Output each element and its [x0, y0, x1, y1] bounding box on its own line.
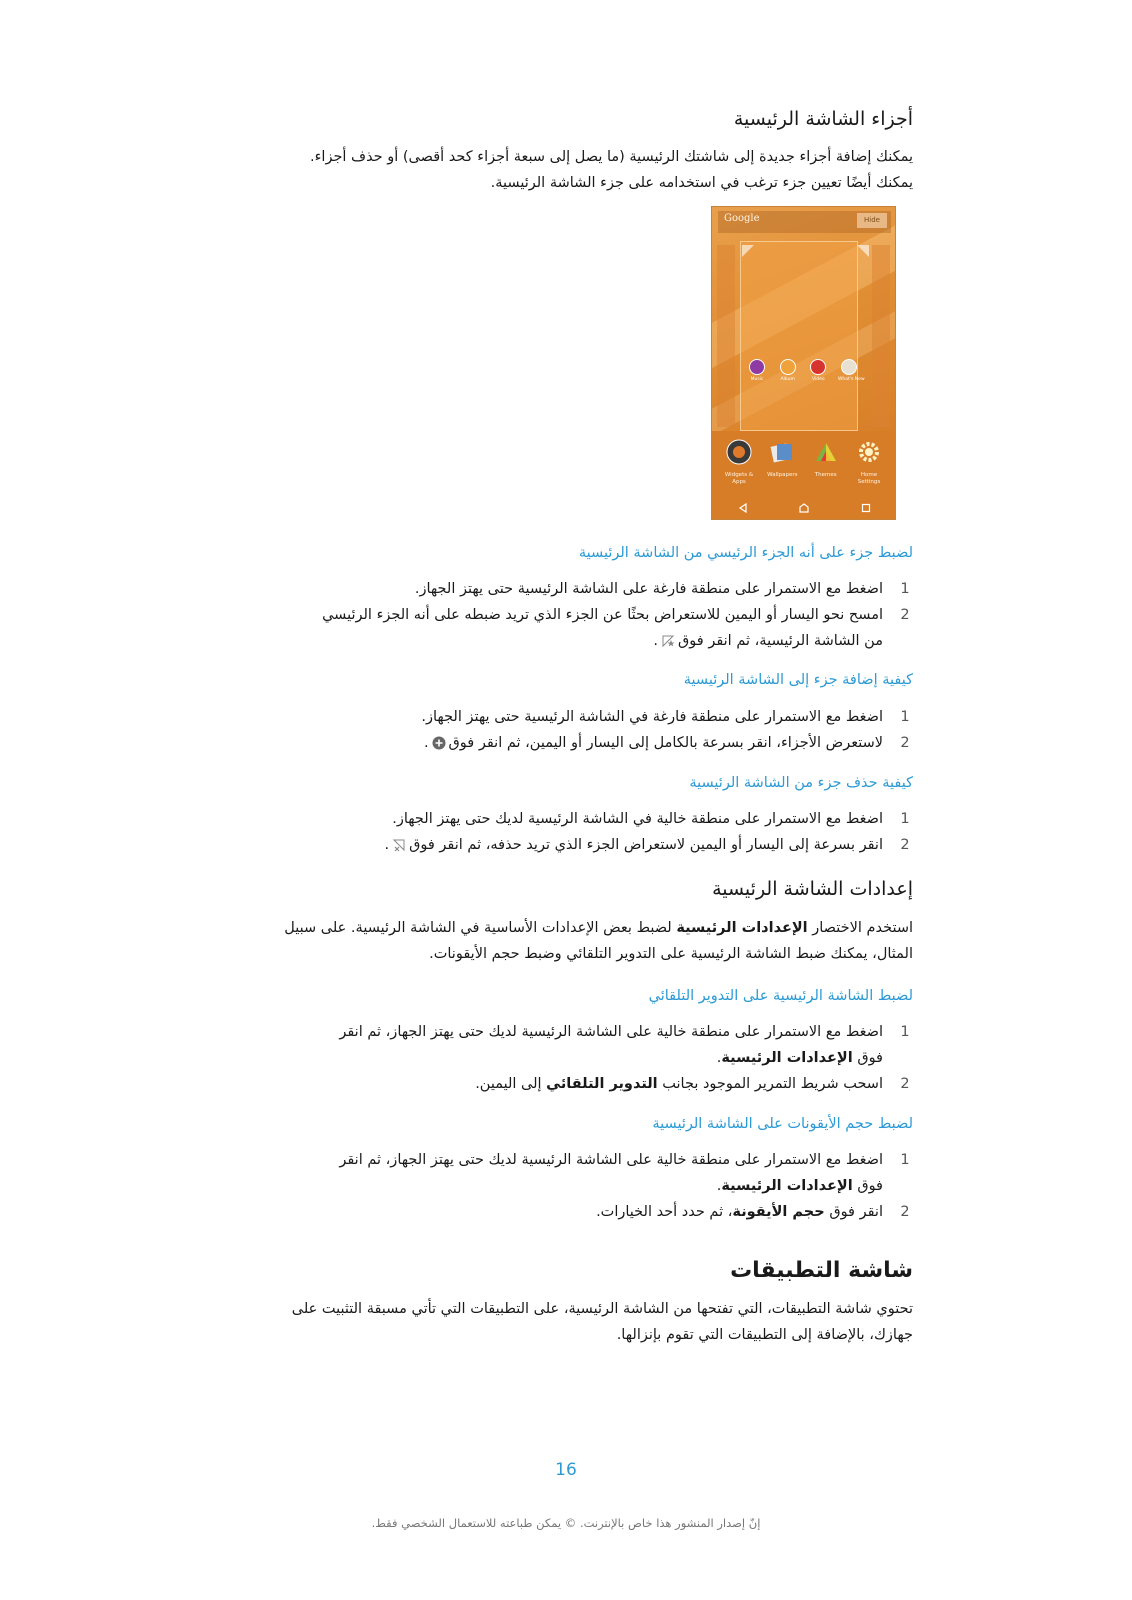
section-title-home-settings: إعدادات الشاشة الرئيسية	[712, 878, 913, 900]
delete-pane-icon	[856, 244, 870, 258]
subsection-title-auto-rotate: لضبط الشاشة الرئيسية على التدوير التلقائي	[648, 988, 913, 1004]
panes-intro-line-1: يمكنك إضافة أجزاء جديدة إلى شاشتك الرئيسية (ما يصل إلى سبعة أجزاء كحد أقصى) أو حذف أجزاء.	[309, 149, 913, 165]
subsection-title-icon-size: لضبط حجم الأيقونات على الشاشة الرئيسية	[652, 1116, 913, 1132]
panes-intro-line-2: يمكنك أيضًا تعيين جزء ترغب في استخدامه على جزء الشاشة الرئيسية.	[490, 175, 913, 191]
video-app: Video	[807, 359, 829, 382]
home-settings-tool: Home Settings	[848, 439, 890, 486]
subsection-title-add-pane: كيفية إضافة جزء إلى الشاشة الرئيسية	[683, 672, 913, 688]
edit-tools	[718, 439, 890, 486]
back-icon	[738, 503, 748, 513]
pane-left	[717, 245, 735, 427]
widgets-apps-tool: Widgets & Apps	[718, 439, 760, 486]
subsection-title-delete-pane: كيفية حذف جزء من الشاشة الرئيسية	[689, 775, 913, 791]
section-title-apps-screen: شاشة التطبيقات	[730, 1258, 913, 1283]
app-row	[746, 359, 865, 382]
apps-intro: تحتوي شاشة التطبيقات، التي تفتحها من الشاشة الرئيسية، على التطبيقات التي تأتي مسبقة التثبيت على جهازك، بالإضافة إلى التطبيقات التي تقوم بإنزالها.	[291, 1301, 913, 1343]
delete-pane-icon	[392, 838, 406, 852]
settings-intro: استخدم الاختصار الإعدادات الرئيسية لضبط بعض الإعدادات الأساسية في الشاشة الرئيسية. على سبيل المثال، يمكنك ضبط الشاشة الرئيسية على التدوير التلقائي وضبط حجم الأيقونات.	[284, 920, 913, 962]
google-label: Google	[724, 213, 760, 224]
music-app: Music	[746, 359, 768, 382]
star-pane-icon	[661, 634, 675, 648]
section-title-home-panes: أجزاء الشاشة الرئيسية	[733, 108, 913, 130]
themes-tool: Themes	[805, 439, 847, 486]
pane-center	[740, 241, 858, 431]
home-screen-edit-screenshot	[711, 206, 896, 520]
set-main-pane-icon	[741, 244, 755, 258]
home-icon	[799, 503, 809, 513]
page-number: 16	[555, 1460, 577, 1480]
document-page: أجزاء الشاشة الرئيسية يمكنك إضافة أجزاء جديدة إلى شاشتك الرئيسية (ما يصل إلى سبعة أجزاء كحد أقصى) أو حذف أجزاء. يمكنك أيضًا تعيين جزء ترغب في استخدامه على جزء الشاشة الرئيسية. لضبط جزء على أنه الجزء الرئيسي من الشاشة الرئيسية 1 اضغط مع الاستمرار على منطقة فارغة على الشاشة الرئيسية حتى يهتز الجهاز. 2 امسح نحو اليسار أو اليمين للاستعراض بحثًا عن الجزء الذي تريد ضبطه على أنه الجزء الرئيسي من الشاشة الرئيسية، ثم انقر فوق. كيفية إضافة جزء إلى الشاشة الرئيسية 1 اضغط مع الاستمرار على منطقة فارغة في الشاشة الرئيسية حتى يهتز الجهاز. 2 لاستعرض الأجزاء، انقر بسرعة بالكامل إلى اليسار أو اليمين، ثم انقر فوق. كيفية حذف جزء من الشاشة الرئيسية 1 اضغط مع الاستمرار على منطقة خالية في الشاشة الرئيسية لديك حتى يهتز الجهاز. 2 انقر بسرعة إلى اليسار أو اليمين لاستعراض الجزء الذي تريد حذفه، ثم انقر فوق. إعدادات الشاشة الرئيسية استخدم الاختصار الإعدادات الرئيسية لضبط بعض الإعدادات الأساسية في الشاشة الرئيسية. على سبيل المثال، يمكنك ضبط الشاشة الرئيسية على التدوير التلقائي وضبط حجم الأيقونات. لضبط الشاشة الرئيسية على التدوير التلقائي 1 اضغط مع الاستمرار على منطقة خالية على الشاشة الرئيسية لديك حتى يهتز الجهاز، ثم انقر فوق الإعدادات الرئيسية. 2 اسحب شريط التمرير الموجود بجانب التدوير التلقائي إلى اليمين. لضبط حجم الأيقونات على الشاشة الرئيسية 1 اضغط مع الاستمرار على منطقة خالية على الشاشة الرئيسية لديك حتى يهتز الجهاز، ثم انقر فوق الإعدادات الرئيسية. 2 انقر فوق حجم الأيقونة، ثم حدد أحد الخيارات. شاشة التطبيقات تحتوي شاشة التطبيقات، التي تفتحها من الشاشة الرئيسية، على التطبيقات التي تأتي مسبقة التثبيت على جهازك، بالإضافة إلى التطبيقات التي تقوم بإنزالها.	[190, 0, 913, 1600]
footer-note: إنّ إصدار المنشور هذا خاص بالإنترنت. © يمكن طباعته للاستعمال الشخصي فقط.	[371, 1516, 761, 1530]
panes-intro	[190, 144, 913, 196]
subsection-title-set-main-pane: لضبط جزء على أنه الجزء الرئيسي من الشاشة الرئيسية	[578, 545, 913, 561]
album-app: Album	[777, 359, 799, 382]
recent-apps-icon	[861, 503, 871, 513]
whats-new-app: What's New	[838, 359, 860, 382]
hide-button: Hide	[857, 213, 887, 228]
plus-circle-icon	[432, 736, 446, 750]
nav-bar	[712, 497, 896, 519]
pane-right	[872, 245, 890, 427]
wallpapers-tool: Wallpapers	[761, 439, 803, 486]
